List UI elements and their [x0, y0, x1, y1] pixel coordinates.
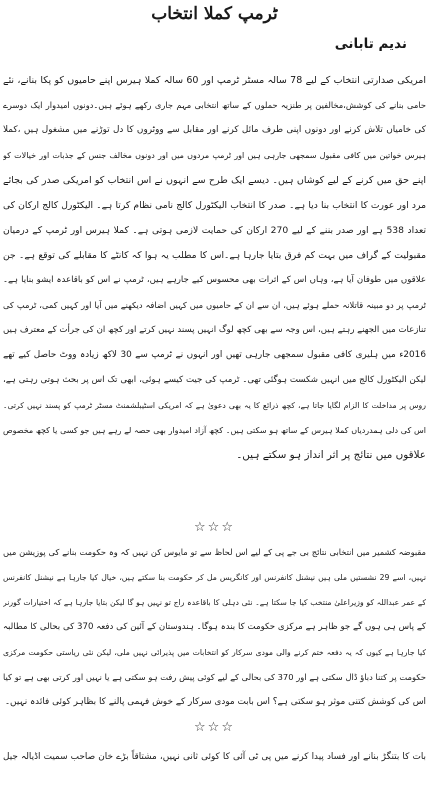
- section-separator-stars: ☆☆☆: [194, 520, 235, 535]
- article-title: ٹرمپ کملا انتخاب: [151, 4, 278, 24]
- paragraph-line: مرد اور عورت کا انتخاب بنا دیا ہے۔ صدر کا انتخاب الیکٹورل کالج نامی نظام کرتا ہے۔ الیکٹورل کالج ارکان کی: [3, 200, 426, 211]
- section-kashmir-election: [3, 540, 426, 715]
- paragraph-line: لیکن الیکٹورل کالج میں انہیں شکست ہوگئی تھی۔ ٹرمپ کی جیت کیسے ہوئی، ابھی تک اس پر بحث ہوتی رہتی ہے،: [3, 375, 426, 385]
- paragraph-line: علاقوں میں نتائج پر اثر انداز ہو سکتے ہیں۔: [236, 449, 426, 461]
- paragraph-line: مقبولیت کے گراف میں بہت کم فرق بتایا جارہا ہے۔اس کا مطلب یہ ہوا کہ کانٹے کا مقابلے کی توقع ہے۔ جن: [3, 250, 426, 261]
- paragraph-line: علاقوں میں طوفان آیا ہے، وہاں اس کے اثرات بھی محسوس کیے جارہے ہیں، ٹرمپ نے اس کو باقاعدہ ایشو بنایا ہے۔: [3, 275, 426, 285]
- paragraph-line: تعداد 538 ہے اور صدر بننے کے لیے 270 ارکان کی حمایت لازمی ہوتی ہے۔ کملا ہیرس اور ٹرمپ کے درمیان: [3, 225, 426, 236]
- section-us-election: [3, 68, 426, 468]
- paragraph-line: کے پاس ہی ہوں گے جو ظاہر ہے مرکزی حکومت کا بندہ ہوگا۔ ہندوستان کے آئین کی دفعہ 370 کی بحالی کا مطالبہ: [3, 622, 426, 632]
- paragraph-line: مقبوضہ کشمیر میں انتخابی نتائج بی جے پی کے لیے اس لحاظ سے تو مایوس کن نہیں کہ وہ حکومت بنانے کی پوزیشن میں: [3, 547, 426, 557]
- paragraph-line: حامی بنانے کی کوشش،مخالفین پر طنزیہ حملوں کے ساتھ انتخابی مہم جاری رکھے ہوئے ہیں۔دونوں امیدوار ایک دوسرے: [3, 100, 426, 110]
- paragraph-line: روس پر مداخلت کا الزام لگایا جاتا ہے، کچھ ذرائع کا یہ بھی دعویٰ ہے کہ امریکی اسٹیبلشمنٹ مسٹر ٹرمپ کو پسند نہیں کرتی۔: [3, 401, 426, 410]
- paragraph-line: کے عمر عبداللہ کو وزیراعلیٰ منتخب کیا جا سکتا ہے۔ نئی دہلی کا باقاعدہ راج تو نہیں ہو گا لیکن بتایا جارہا ہے کہ اختیارات گورنر: [3, 598, 426, 607]
- paragraph-line: ہیرس خواتین میں کافی مقبول سمجھی جارہی ہیں اور ٹرمپ مردوں میں اور دونوں مخالف جنس کے جذبات اور خیالات کو: [3, 151, 426, 160]
- paragraph-line: نہیں، اسے 29 نشستیں ملی ہیں نیشنل کانفرنس اور کانگریس مل کر حکومت بنا سکتے ہیں، خیال کیا جارہا ہے نیشنل کانفرنس: [3, 573, 426, 582]
- paragraph-line: اس کی کوشش کتنی موثر ہو سکتی ہے؟ اس بابت مودی سرکار کے خوش فہمی پالنے کا بظاہر کوئی فائدہ نہیں۔: [4, 697, 426, 707]
- paragraph-line: ٹرمپ پر دو مبینہ قاتلانہ حملے ہوئے ہیں، ان سے ان کے حامیوں میں کہیں اضافہ دیکھنے میں آیا اور کہیں کمی، ٹرمپ کی: [3, 300, 426, 310]
- paragraph-line: اپنے حق میں کرنے کے لیے کوشاں ہیں۔ دیسے ایک طرح سے انہوں نے اس انتخاب کو امریکی صدر کی بجائے: [3, 175, 426, 186]
- section-separator-stars: ☆☆☆: [194, 720, 235, 735]
- paragraph-line: تنازعات میں الجھنے رہتے ہیں، اس وجہ سے بھی کچھ لوگ انہیں پسند نہیں کرتے اور کچھ ان کی جرأت کے معترف ہیں: [3, 325, 426, 335]
- paragraph-line: حکومت پر کتنا دباؤ ڈال سکتی ہے اور 370 کی بحالی کے لیے کوئی پیش رفت ہو سکتی ہے یا نہیں اور کرتی بھی ہے تو کیا: [3, 672, 426, 682]
- paragraph-line: 2016ء میں ہلیری کافی مقبول سمجھی جارہی تھیں اور انہوں نے ٹرمپ سے 30 لاکھ زیادہ ووٹ حاصل کیے تھے: [3, 350, 426, 360]
- paragraph-line: بات کا بتنگڑ بنانے اور فساد پیدا کرنے میں پی ٹی آئی کا کوئی ثانی نہیں، مشتاقاً بڑے خان صاحب سمیت اڈیالہ جیل: [3, 752, 426, 762]
- paragraph-line: امریکی صدارتی انتخاب کے لیے 78 سالہ مسٹر ٹرمپ اور 60 سالہ کملا ہیرس اپنے حامیوں کو پکا بنانے، نئے: [3, 75, 426, 86]
- author-name: ندیم تابانی: [334, 36, 407, 52]
- section-pti: [3, 745, 426, 770]
- paragraph-line: کی خامیاں تلاش کرنے اور دونوں اپنی طرف مائل کرنے اور مقابل سے ووٹروں کا دل توڑنے میں مشغول ہیں ،کملا: [3, 125, 426, 135]
- paragraph-line: کیا جارہا ہے کیوں کہ یہ دفعہ ختم کرنے والی مودی سرکار کو انتخابات میں پذیرائی نہیں ملی، لیکن نئی ریاستی حکومت مرکزی: [3, 648, 426, 657]
- paragraph-line: اس کی دلی ہمدردیاں کملا ہیرس کے ساتھ ہو سکتی ہیں۔ کچھ آزاد امیدوار بھی حصہ لے رہے ہیں جو کسی یا کچھ مخصوص: [3, 426, 426, 435]
